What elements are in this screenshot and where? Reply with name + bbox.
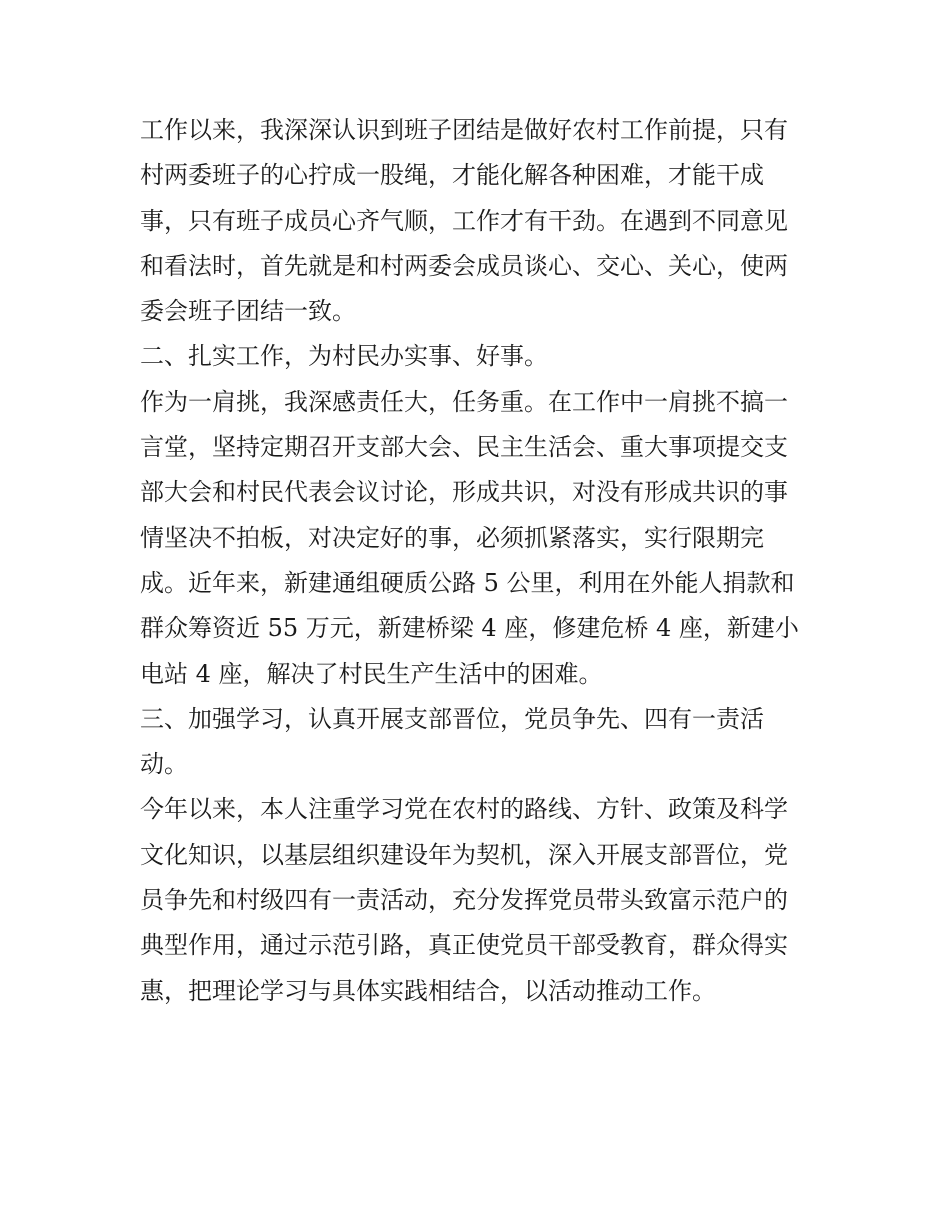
text-line: 和看法时，首先就是和村两委会成员谈心、交心、关心，使两 — [140, 251, 788, 280]
text-line: 文化知识，以基层组织建设年为契机，深入开展支部晋位，党 — [140, 840, 788, 869]
text-line: 电站 4 座，解决了村民生产生活中的困难。 — [140, 659, 603, 688]
text-line: 今年以来，本人注重学习党在农村的路线、方针、政策及科学 — [140, 795, 788, 824]
text-line: 工作以来，我深深认识到班子团结是做好农村工作前提，只有 — [140, 116, 788, 144]
text-line: 典型作用，通过示范引路，真正使党员干部受教育，群众得实 — [140, 931, 788, 960]
text-line: 情坚决不拍板，对决定好的事，必须抓紧落实，实行限期完 — [140, 523, 764, 552]
text-line: 言堂，坚持定期召开支部大会、民主生活会、重大事项提交支 — [140, 433, 788, 462]
text-line: 部大会和村民代表会议讨论，形成共识，对没有形成共识的事 — [140, 478, 788, 507]
text-line: 成。近年来，新建通组硬质公路 5 公里，利用在外能人捐款和 — [140, 568, 795, 597]
text-line: 惠，把理论学习与具体实践相结合，以活动推动工作。 — [140, 976, 716, 1005]
document-body — [140, 108, 820, 1014]
text-line: 委会班子团结一致。 — [140, 297, 356, 326]
section-heading: 三、加强学习，认真开展支部晋位，党员争先、四有一责活 — [140, 704, 764, 733]
text-line: 村两委班子的心拧成一股绳，才能化解各种困难，才能干成 — [140, 161, 764, 190]
text-line: 事，只有班子成员心齐气顺，工作才有干劲。在遇到不同意见 — [140, 206, 788, 235]
text-line: 作为一肩挑，我深感责任大，任务重。在工作中一肩挑不搞一 — [140, 387, 788, 416]
text-line: 员争先和村级四有一责活动，充分发挥党员带头致富示范户的 — [140, 886, 788, 915]
text-line: 群众筹资近 55 万元，新建桥梁 4 座，修建危桥 4 座，新建小 — [140, 614, 799, 643]
section-heading: 二、扎实工作，为村民办实事、好事。 — [140, 342, 548, 371]
section-heading: 动。 — [140, 750, 188, 779]
